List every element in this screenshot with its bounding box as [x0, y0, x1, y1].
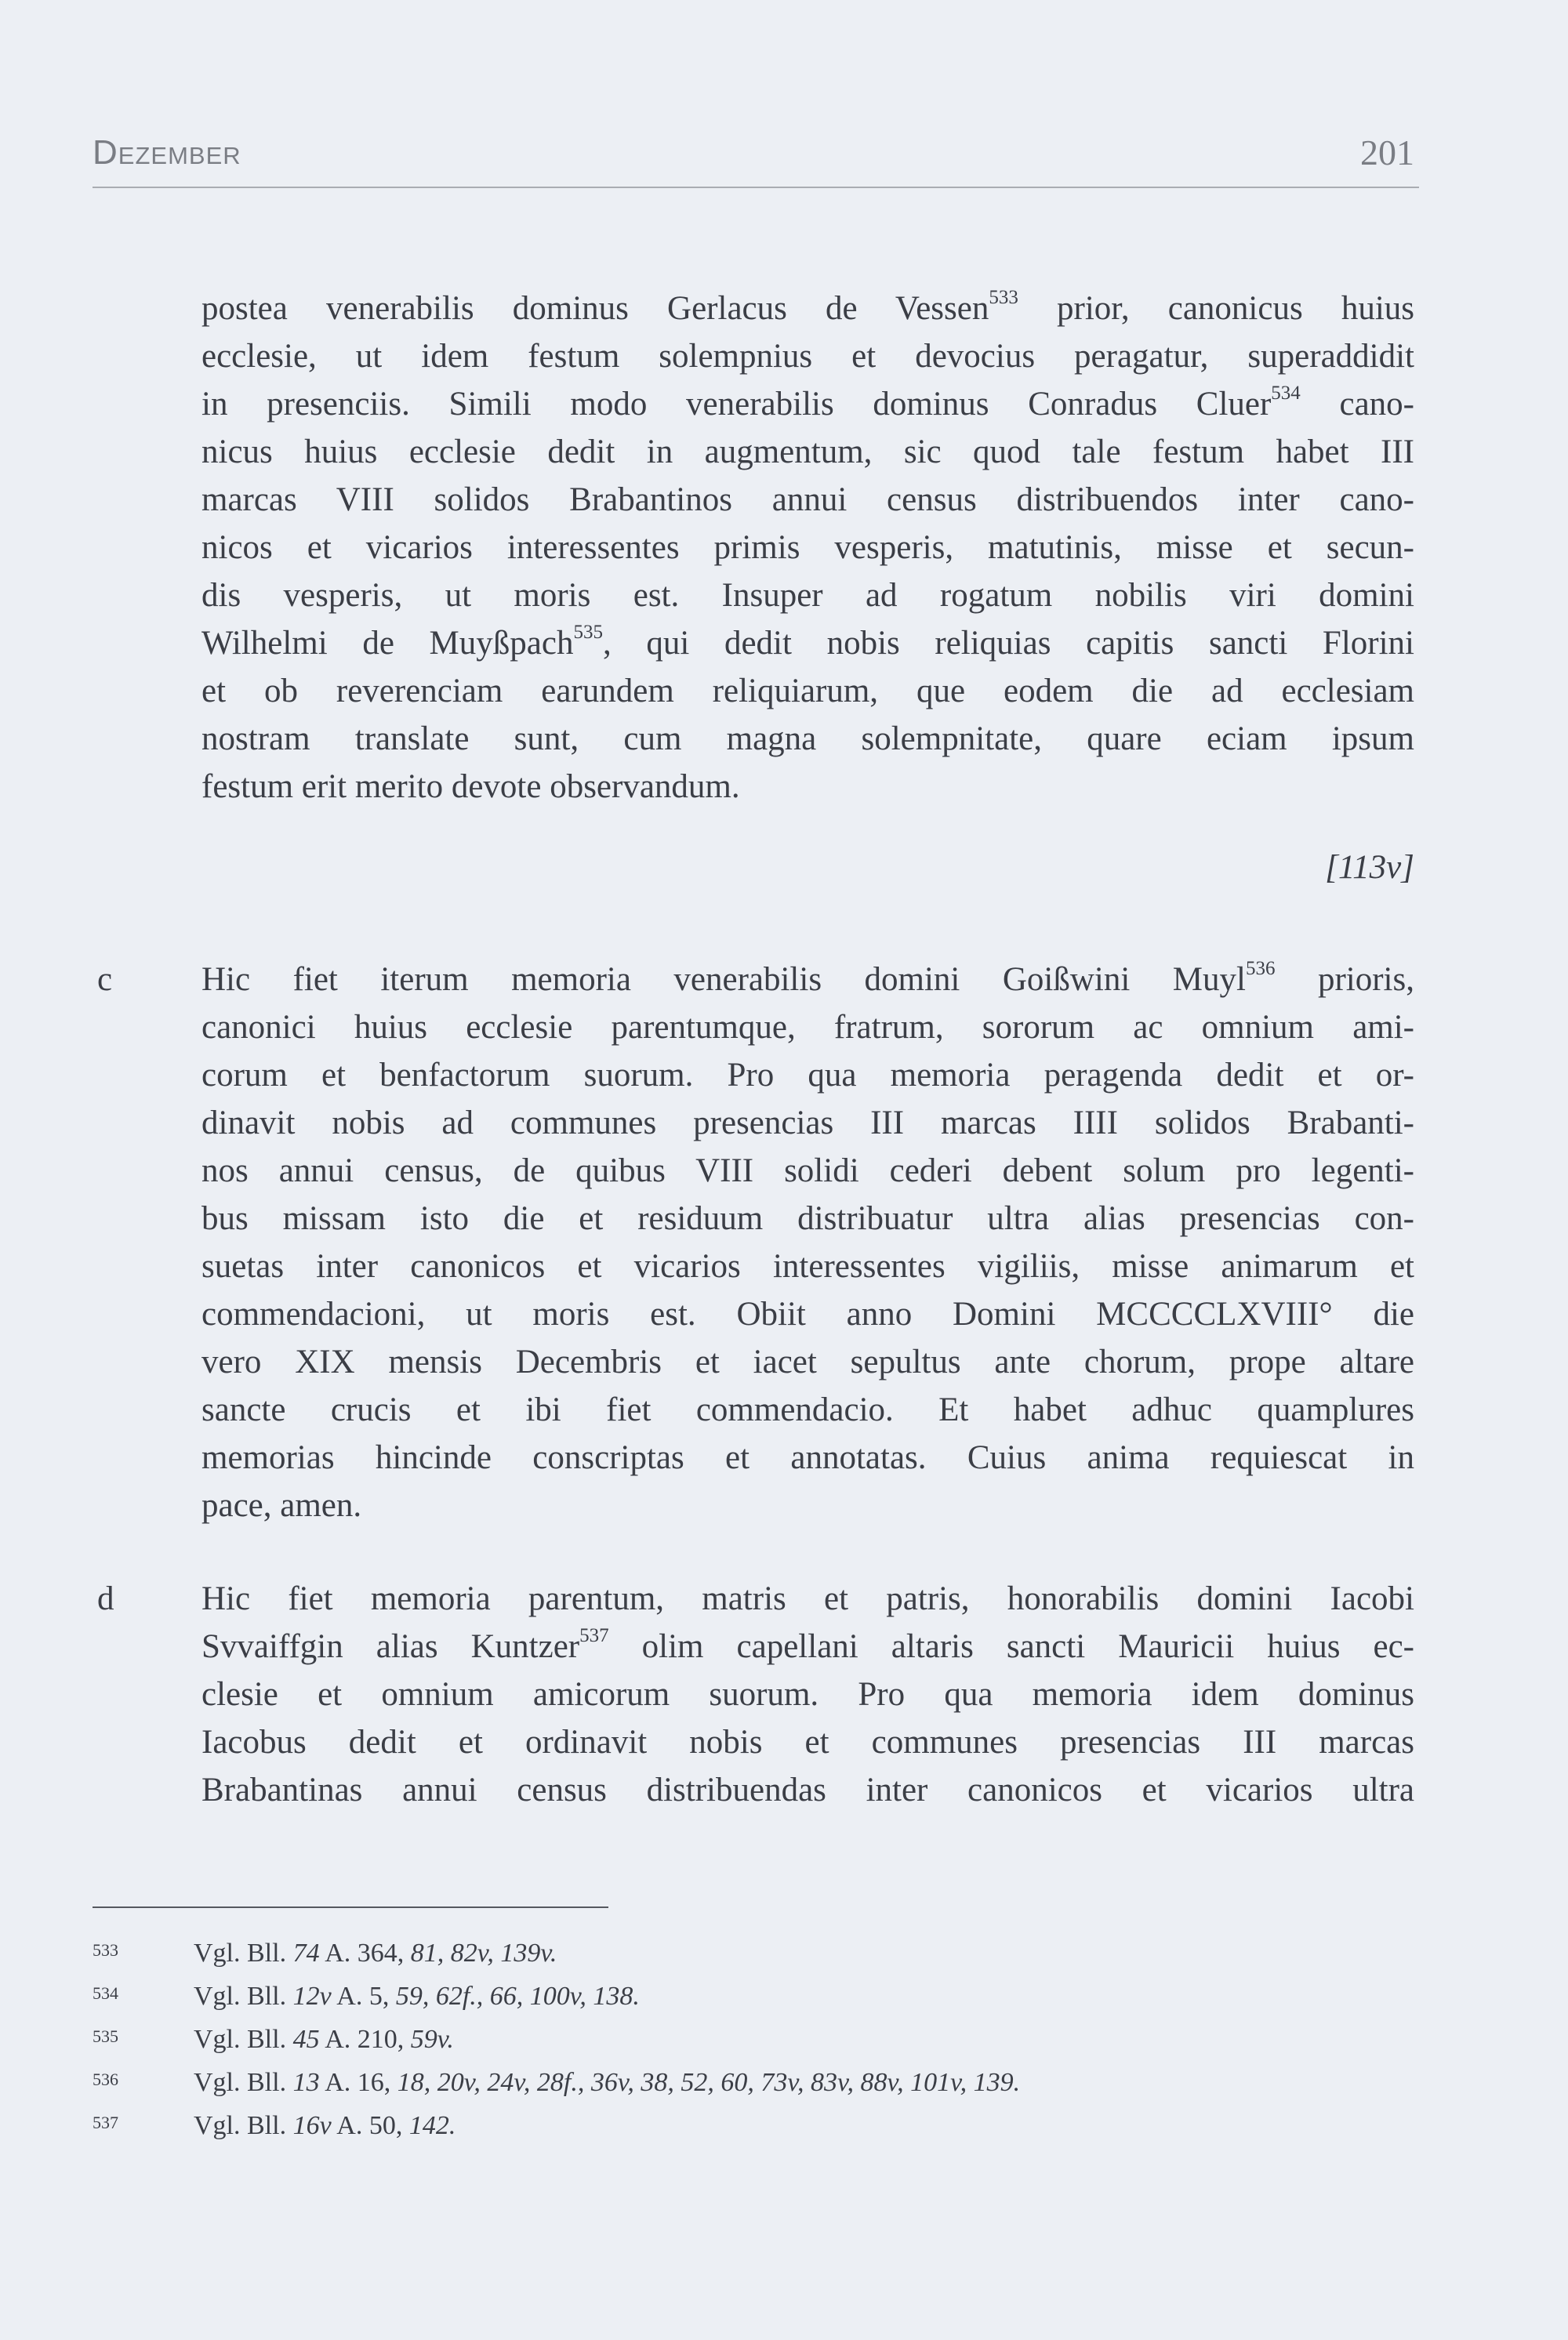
footnote-mid: A. 16,	[319, 2068, 397, 2097]
footnote-refs: 142.	[408, 2111, 456, 2140]
text-line	[201, 715, 1414, 763]
text-line	[201, 285, 1414, 332]
text-line	[201, 1290, 1414, 1338]
footnote-reference: 536	[1245, 958, 1276, 979]
footnote-mid: A. 5,	[331, 1982, 396, 2011]
footnote-folio: 13	[292, 2068, 320, 2097]
line-text: prior, canonicus huius	[1018, 290, 1414, 327]
footnote-prefix: Vgl. Bll.	[194, 1982, 293, 2011]
footnote	[93, 1981, 640, 2012]
line-text: vero XIX mensis Decembris et iacet sepultus ante chorum, prope altare	[201, 1344, 1414, 1380]
text-line	[201, 1434, 1414, 1482]
text-line	[201, 524, 1414, 571]
text-line	[201, 1718, 1414, 1766]
text-line	[201, 1482, 1414, 1529]
folio-mark: [113v]	[1325, 849, 1414, 886]
line-text: postea venerabilis dominus Gerlacus de Vessen	[201, 290, 989, 327]
paragraph-continuation	[201, 285, 1414, 811]
line-text: cano-	[1300, 386, 1414, 423]
line-text: memorias hincinde conscriptas et annotatas. Cuius anima requiescat in	[201, 1439, 1414, 1476]
line-text: bus missam isto die et residuum distribuatur ultra alias presencias con-	[201, 1200, 1414, 1237]
line-text: Svvaiffgin alias Kuntzer	[201, 1628, 580, 1665]
header-rule	[93, 187, 1419, 188]
line-text: corum et benfactorum suorum. Pro qua memoria peragenda dedit et or-	[201, 1057, 1414, 1094]
footnote	[93, 2067, 1020, 2099]
text-line	[201, 956, 1414, 1003]
line-text: , qui dedit nobis reliquias capitis sancti Florini	[602, 625, 1414, 662]
line-text: Iacobus dedit et ordinavit nobis et communes presencias III marcas	[201, 1724, 1414, 1761]
footnote-number: 533	[93, 1940, 118, 1960]
paragraph-c	[201, 956, 1414, 1529]
text-line	[201, 1671, 1414, 1718]
footnote-mid: A. 50,	[331, 2111, 409, 2140]
line-text: nicos et vicarios interessentes primis vesperis, matutinis, misse et secun-	[201, 529, 1414, 566]
footnote-prefix: Vgl. Bll.	[194, 1939, 293, 1968]
line-text: canonici huius ecclesie parentumque, fratrum, sororum ac omnium ami-	[201, 1009, 1414, 1046]
line-text: dinavit nobis ad communes presencias III marcas IIII solidos Brabanti-	[201, 1105, 1414, 1141]
footnote-number: 537	[93, 2113, 118, 2132]
footnote-mid: A. 210,	[319, 2025, 411, 2054]
footnote	[93, 2110, 456, 2142]
footnote-folio: 12v	[292, 1982, 332, 2011]
footnote-refs: 59v.	[410, 2025, 454, 2054]
text-line	[201, 380, 1414, 428]
text-line	[201, 571, 1414, 619]
line-text: commendacioni, ut moris est. Obiit anno Domini MCCCCLXVIII° die	[201, 1296, 1414, 1333]
text-line	[201, 1003, 1414, 1051]
footnote-reference: 535	[573, 622, 603, 643]
line-text: olim capellani altaris sancti Mauricii huius ec-	[608, 1628, 1415, 1665]
text-line	[201, 1147, 1414, 1195]
text-line	[201, 1575, 1414, 1623]
text-line	[201, 763, 1414, 811]
footnote-number: 536	[93, 2070, 118, 2089]
footnote-folio: 45	[292, 2025, 320, 2054]
footnote-refs: 81, 82v, 139v.	[410, 1939, 557, 1968]
line-text: Brabantinas annui census distribuendas inter canonicos et vicarios ultra	[201, 1772, 1414, 1809]
line-text: nostram translate sunt, cum magna solempnitate, quare eciam ipsum	[201, 720, 1414, 757]
page-number: 201	[1360, 132, 1414, 172]
footnote-folio: 16v	[292, 2111, 332, 2140]
footnote-prefix: Vgl. Bll.	[194, 2111, 293, 2140]
line-text: prioris,	[1275, 961, 1414, 998]
text-line	[201, 428, 1414, 476]
footnote-rule	[93, 1906, 608, 1908]
line-text: Hic fiet iterum memoria venerabilis domini Goißwini Muyl	[201, 961, 1246, 998]
text-line	[201, 1766, 1414, 1814]
footnote-reference: 533	[989, 287, 1018, 308]
line-text: Hic fiet memoria parentum, matris et patris, honorabilis domini Iacobi	[201, 1580, 1414, 1617]
text-line	[201, 332, 1414, 380]
line-text: in presenciis. Simili modo venerabilis dominus Conradus Cluer	[201, 386, 1272, 423]
line-text: marcas VIII solidos Brabantinos annui census distribuendos inter cano-	[201, 481, 1414, 518]
line-text: festum erit merito devote observandum.	[201, 768, 740, 805]
line-text: et ob reverenciam earundem reliquiarum, que eodem die ad ecclesiam	[201, 673, 1414, 709]
line-text: suetas inter canonicos et vicarios interessentes vigiliis, misse animarum et	[201, 1248, 1414, 1285]
footnote	[93, 2024, 454, 2055]
text-line	[201, 1195, 1414, 1243]
text-line	[201, 619, 1414, 667]
paragraph-marker-c: c	[97, 961, 113, 998]
line-text: nicus huius ecclesie dedit in augmentum, sic quod tale festum habet III	[201, 434, 1414, 470]
running-header-title: Dezember	[93, 133, 241, 172]
text-line	[201, 667, 1414, 715]
text-line	[201, 1051, 1414, 1099]
paragraph-d	[201, 1575, 1414, 1814]
footnote-mid: A. 364,	[319, 1939, 411, 1968]
line-text: pace, amen.	[201, 1487, 362, 1524]
text-line	[201, 1099, 1414, 1147]
footnote-reference: 537	[579, 1625, 609, 1646]
line-text: clesie et omnium amicorum suorum. Pro qua memoria idem dominus	[201, 1676, 1414, 1713]
text-line	[201, 1243, 1414, 1290]
line-text: Wilhelmi de Muyßpach	[201, 625, 574, 662]
text-line	[201, 1623, 1414, 1671]
footnote	[93, 1938, 557, 1969]
text-line	[201, 1386, 1414, 1434]
footnote-number: 535	[93, 2026, 118, 2046]
text-line	[201, 1338, 1414, 1386]
footnote-reference: 534	[1271, 383, 1301, 404]
footnote-refs: 59, 62f., 66, 100v, 138.	[395, 1982, 640, 2011]
line-text: sancte crucis et ibi fiet commendacio. Et habet adhuc quamplures	[201, 1391, 1414, 1428]
footnote-prefix: Vgl. Bll.	[194, 2025, 293, 2054]
footnote-refs: 18, 20v, 24v, 28f., 36v, 38, 52, 60, 73v, 83v, 88v, 101v, 139.	[397, 2068, 1021, 2097]
footnote-folio: 74	[292, 1939, 320, 1968]
line-text: ecclesie, ut idem festum solempnius et devocius peragatur, superaddidit	[201, 338, 1414, 375]
line-text: nos annui census, de quibus VIII solidi cederi debent solum pro legenti-	[201, 1152, 1414, 1189]
line-text: dis vesperis, ut moris est. Insuper ad rogatum nobilis viri domini	[201, 577, 1414, 614]
text-line	[201, 476, 1414, 524]
paragraph-marker-d: d	[97, 1580, 114, 1617]
footnote-number: 534	[93, 1983, 118, 2003]
footnote-prefix: Vgl. Bll.	[194, 2068, 293, 2097]
